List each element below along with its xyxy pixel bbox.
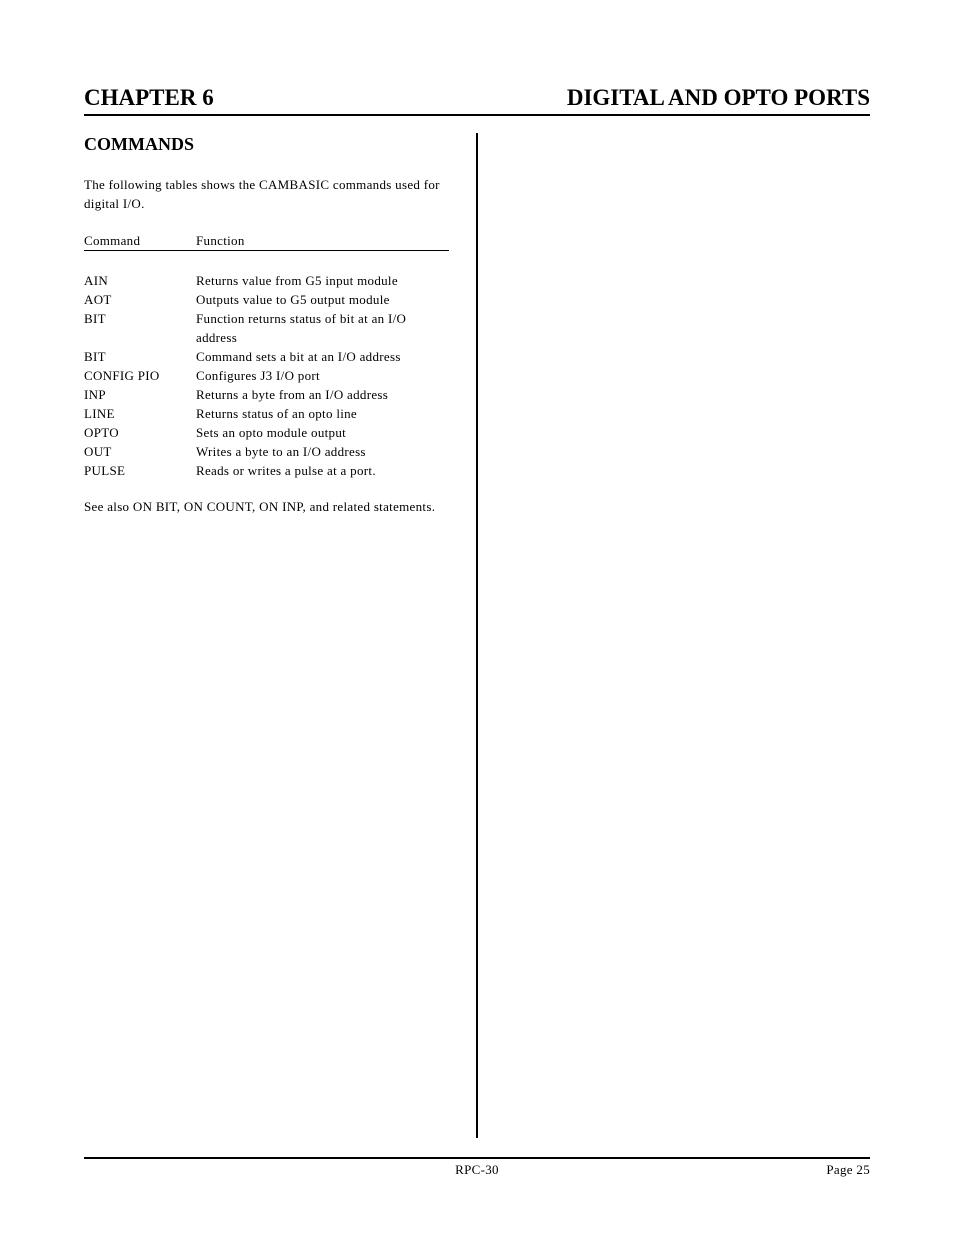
command-cell: LINE xyxy=(84,406,115,421)
function-cell: Writes a byte to an I/O address xyxy=(196,444,366,459)
table-row xyxy=(84,385,449,404)
table-row xyxy=(84,404,449,423)
command-cell: AOT xyxy=(84,292,112,307)
command-cell: OUT xyxy=(84,444,112,459)
header-command: Command xyxy=(84,233,141,248)
function-cell: Command sets a bit at an I/O address xyxy=(196,349,401,364)
command-cell: AIN xyxy=(84,273,109,288)
function-cell: Returns value from G5 input module xyxy=(196,273,398,288)
chapter-title: DIGITAL AND OPTO PORTS xyxy=(566,85,870,110)
column-divider xyxy=(476,133,478,1138)
table-row xyxy=(84,423,449,442)
table-row xyxy=(84,290,449,309)
table-row xyxy=(84,461,449,480)
function-cell: Sets an opto module output xyxy=(196,425,347,440)
command-cell: PULSE xyxy=(84,463,126,478)
section-title: COMMANDS xyxy=(84,134,194,154)
command-cell: INP xyxy=(84,387,106,402)
see-also-paragraph: See also ON BIT, ON COUNT, ON INP, and related statements. xyxy=(84,499,436,514)
command-cell: OPTO xyxy=(84,425,119,440)
function-cell: Returns status of an opto line xyxy=(196,406,358,421)
page-header xyxy=(84,84,870,116)
command-cell: BIT xyxy=(84,349,106,364)
function-cell: Returns a byte from an I/O address xyxy=(196,387,389,402)
table-row xyxy=(84,271,449,290)
header-function: Function xyxy=(196,233,245,248)
function-cell: Reads or writes a pulse at a port. xyxy=(196,463,376,478)
footer-rule xyxy=(84,1157,870,1159)
function-cell: Outputs value to G5 output module xyxy=(196,292,390,307)
function-cell: Configures J3 I/O port xyxy=(196,368,320,383)
command-cell: BIT xyxy=(84,311,106,326)
commands-table xyxy=(84,231,449,480)
table-row xyxy=(84,442,449,461)
table-row xyxy=(84,366,449,385)
table-row xyxy=(84,347,449,366)
function-cell: Function returns status of bit at an I/O address xyxy=(196,311,407,345)
table-body xyxy=(84,271,449,480)
footer-document-id: RPC-30 xyxy=(455,1162,499,1177)
chapter-label: CHAPTER 6 xyxy=(84,85,214,110)
table-row xyxy=(84,309,449,347)
command-cell: CONFIG PIO xyxy=(84,368,160,383)
page-number: Page 25 xyxy=(826,1162,870,1177)
intro-paragraph: The following tables shows the CAMBASIC commands used for digital I/O. xyxy=(84,177,440,211)
table-header xyxy=(84,231,449,251)
